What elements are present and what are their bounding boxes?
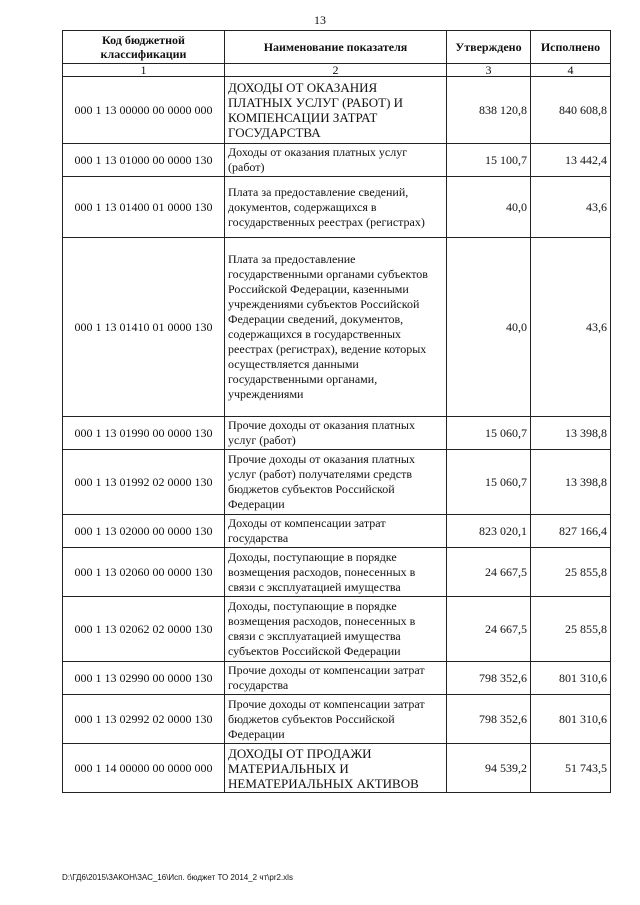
row-executed: 13 398,8 [531, 450, 611, 515]
budget-table [62, 30, 611, 793]
header-name: Наименование показателя [225, 31, 447, 64]
row-executed: 43,6 [531, 238, 611, 417]
row-name: Доходы, поступающие в порядке возмещения расходов, понесенных в связи с эксплуатацией имущества субъектов Российской Федерации [225, 597, 447, 662]
row-approved: 15 060,7 [447, 417, 531, 450]
row-name: Доходы от компенсации затрат государства [225, 515, 447, 548]
table-row [63, 77, 611, 144]
row-code: 000 1 13 00000 00 0000 000 [63, 77, 225, 144]
column-number: 2 [225, 64, 447, 77]
table-row [63, 417, 611, 450]
row-approved: 40,0 [447, 238, 531, 417]
column-number: 4 [531, 64, 611, 77]
row-code: 000 1 13 02992 02 0000 130 [63, 695, 225, 744]
row-code: 000 1 13 01000 00 0000 130 [63, 144, 225, 177]
row-name: Доходы, поступающие в порядке возмещения расходов, понесенных в связи с эксплуатацией имущества [225, 548, 447, 597]
table-row [63, 144, 611, 177]
header-code: Код бюджетной классификации [63, 31, 225, 64]
row-approved: 798 352,6 [447, 695, 531, 744]
table-row [63, 177, 611, 238]
row-code: 000 1 13 02000 00 0000 130 [63, 515, 225, 548]
row-executed: 25 855,8 [531, 548, 611, 597]
row-approved: 94 539,2 [447, 744, 531, 793]
row-approved: 15 100,7 [447, 144, 531, 177]
column-number-row [63, 64, 611, 77]
row-code: 000 1 13 01990 00 0000 130 [63, 417, 225, 450]
row-executed: 13 398,8 [531, 417, 611, 450]
row-code: 000 1 13 02060 00 0000 130 [63, 548, 225, 597]
table-row [63, 662, 611, 695]
row-name: Прочие доходы от оказания платных услуг (работ) [225, 417, 447, 450]
row-name: Плата за предоставление государственными органами субъектов Российской Федерации, казенными учреждениями субъектов Российской Федерации сведений, документов, содержащихся в государственных реестрах (регистрах), ведение которых осуществляется данными государственными органами, учреждениями [225, 238, 447, 417]
table-row [63, 238, 611, 417]
column-number: 3 [447, 64, 531, 77]
table-row [63, 744, 611, 793]
table-row [63, 450, 611, 515]
row-name: Прочие доходы от компенсации затрат государства [225, 662, 447, 695]
row-approved: 40,0 [447, 177, 531, 238]
row-name: Прочие доходы от компенсации затрат бюджетов субъектов Российской Федерации [225, 695, 447, 744]
row-executed: 827 166,4 [531, 515, 611, 548]
row-executed: 25 855,8 [531, 597, 611, 662]
table-row [63, 695, 611, 744]
row-executed: 43,6 [531, 177, 611, 238]
row-executed: 840 608,8 [531, 77, 611, 144]
row-code: 000 1 14 00000 00 0000 000 [63, 744, 225, 793]
row-approved: 24 667,5 [447, 548, 531, 597]
header-executed: Исполнено [531, 31, 611, 64]
row-code: 000 1 13 01992 02 0000 130 [63, 450, 225, 515]
row-approved: 15 060,7 [447, 450, 531, 515]
footer-file-path: D:\ГД6\2015\ЗАКОН\ЗАС_16\Исп. бюджет ТО 2014_2 чт\pr2.xls [62, 873, 293, 882]
row-executed: 801 310,6 [531, 695, 611, 744]
row-approved: 798 352,6 [447, 662, 531, 695]
table-row [63, 597, 611, 662]
row-name: ДОХОДЫ ОТ ПРОДАЖИ МАТЕРИАЛЬНЫХ И НЕМАТЕРИАЛЬНЫХ АКТИВОВ [225, 744, 447, 793]
row-code: 000 1 13 01400 01 0000 130 [63, 177, 225, 238]
row-executed: 51 743,5 [531, 744, 611, 793]
row-code: 000 1 13 01410 01 0000 130 [63, 238, 225, 417]
column-number: 1 [63, 64, 225, 77]
row-executed: 801 310,6 [531, 662, 611, 695]
row-code: 000 1 13 02062 02 0000 130 [63, 597, 225, 662]
row-approved: 838 120,8 [447, 77, 531, 144]
row-name: Плата за предоставление сведений, документов, содержащихся в государственных реестрах (регистрах) [225, 177, 447, 238]
row-code: 000 1 13 02990 00 0000 130 [63, 662, 225, 695]
row-executed: 13 442,4 [531, 144, 611, 177]
row-name: ДОХОДЫ ОТ ОКАЗАНИЯ ПЛАТНЫХ УСЛУГ (РАБОТ) И КОМПЕНСАЦИИ ЗАТРАТ ГОСУДАРСТВА [225, 77, 447, 144]
table-row [63, 548, 611, 597]
row-name: Прочие доходы от оказания платных услуг (работ) получателями средств бюджетов субъектов Российской Федерации [225, 450, 447, 515]
page-number: 13 [314, 13, 326, 27]
header-approved: Утверждено [447, 31, 531, 64]
row-approved: 24 667,5 [447, 597, 531, 662]
table-row [63, 515, 611, 548]
row-approved: 823 020,1 [447, 515, 531, 548]
row-name: Доходы от оказания платных услуг (работ) [225, 144, 447, 177]
header-row [63, 31, 611, 64]
